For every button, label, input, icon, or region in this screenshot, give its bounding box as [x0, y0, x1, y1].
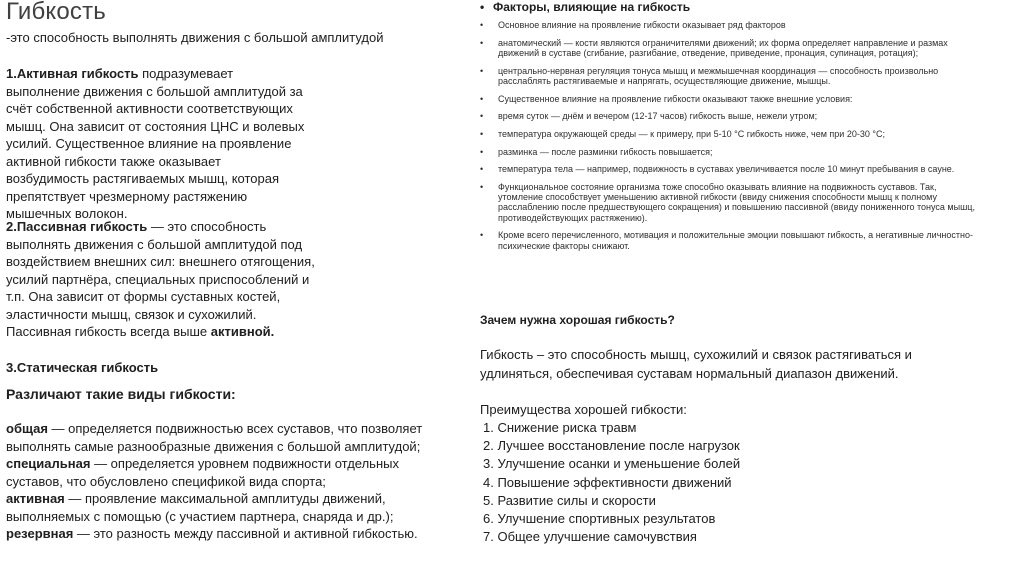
kind-term: общая [6, 421, 48, 436]
kinds-list [6, 420, 456, 543]
list-item [480, 147, 980, 157]
bullet-icon: • [480, 128, 484, 139]
factor-text: Кроме всего перечисленного, мотивация и положительные эмоции повышают гибкость, а негативные личностно-психические факторы снижают. [498, 230, 973, 251]
factor-text: анатомический — кости являются ограничителями движений; их форма определяет направление и размах движений в суставе (сгибание, разгибание, отведение, приведение, пронация, супинация, ротация); [498, 37, 948, 58]
factors-heading-row [480, 0, 980, 15]
factor-text: время суток — днём и вечером (12-17 часов) гибкость выше, нежели утром; [498, 111, 818, 122]
list-item [480, 38, 980, 58]
bullet-icon: • [480, 230, 484, 241]
active-flexibility-paragraph [6, 65, 306, 223]
list-item [480, 182, 980, 223]
kind-term: резервная [6, 526, 74, 541]
passive-flexibility-tail: активной. [210, 324, 275, 339]
active-flexibility-text: подразумевает выполнение движения с большой амплитудой за счёт собственной активности соответствующих мышц. Она зависит от состояния ЦНС и волевых усилий. Существенное влияние на проявление активной гибкости также оказывает возбудимость растягиваемых мышц, которая препятствует чрезмерному растяжению мышечных волокон. [6, 66, 305, 221]
why-text: Гибкость – это способность мышц, сухожилий и связок растягиваться и удлиняться, обеспечивая суставам нормальный диапазон движений. [480, 347, 912, 381]
list-item: 1. Снижение риска травм [483, 420, 637, 435]
list-item [6, 525, 456, 543]
factors-section [480, 0, 980, 258]
list-item [6, 455, 456, 490]
list-item [480, 94, 980, 104]
bullet-icon: • [480, 37, 484, 48]
list-item [480, 66, 980, 86]
list-item [480, 111, 980, 121]
passive-flexibility-text: — это способность выполнять движения с большой амплитудой под воздействием внешних сил: внешнего отягощения, усилий партнёра, специальных приспособлений и т.п. Она зависит от формы суставных костей, эластичности мышц, связок и сухожилий. Пассивная гибкость всегда выше [6, 219, 315, 339]
kind-text: — это разность между пассивной и активной гибкостью. [73, 526, 418, 541]
list-item: 4. Повышение эффективности движений [483, 474, 732, 490]
kind-text: — проявление максимальной амплитуды движений, выполняемых с помощью (с участием партнера, снаряда и др.); [6, 491, 394, 524]
factor-text: разминка — после разминки гибкость повышается; [498, 146, 713, 157]
list-item [480, 230, 980, 250]
list-item [480, 129, 980, 139]
list-item [480, 164, 980, 174]
kind-text: — определяется уровнем подвижности отдельных суставов, что обусловлено спецификой вида спорта; [6, 456, 399, 489]
factor-text: температура тела — например, подвижность в суставах увеличивается после 10 минут пребывания в сауне. [498, 164, 955, 175]
bullet-icon: • [480, 182, 484, 193]
factor-text: центрально-нервная регуляция тонуса мышц и межмышечная координация — способность произвольно расслаблять растягиваемые и напрягать, осуществляющие движение, мышцы. [498, 65, 939, 86]
bullet-icon: • [480, 146, 484, 157]
kind-term: активная [6, 491, 65, 506]
list-item: 3. Улучшение осанки и уменьшение болей [483, 456, 741, 472]
factors-heading: Факторы, влияющие на гибкость [493, 0, 691, 14]
bullet-icon: • [480, 65, 484, 76]
bullet-icon: • [480, 111, 484, 122]
list-item: 7. Общее улучшение самочувствия [483, 529, 697, 545]
passive-flexibility-label: 2.Пассивная гибкость [6, 219, 148, 234]
bullet-icon: • [480, 20, 484, 30]
list-item [6, 490, 456, 525]
page-subtitle: -это способность выполнять движения с большой амплитудой [6, 30, 384, 45]
passive-flexibility-paragraph [6, 218, 316, 341]
factor-text: Функциональное состояние организма тоже способно оказывать влияние на подвижность суставов. Так, утомление способствует уменьшению активной гибкости (ввиду снижения способности мышц к полному расслаблению после предшествующего сокращения) и повышению пассивной (ввиду пониженного тонуса мышц, противодействующих растяжению). [498, 182, 975, 223]
list-item: 2. Лучшее восстановление после нагрузок [483, 438, 740, 454]
kinds-heading: Различают такие виды гибкости: [6, 386, 236, 402]
list-item [480, 20, 980, 30]
factor-text: температура окружающей среды — к примеру, при 5-10 °С гибкость ниже, чем при 20-30 °С; [498, 128, 885, 139]
factor-text: Существенное влияние на проявление гибкости оказывают также внешние условия: [498, 93, 853, 104]
factors-list [480, 20, 980, 251]
bullet-icon: • [480, 164, 484, 175]
list-item [6, 420, 456, 455]
page-title: Гибкость [6, 0, 107, 25]
kind-text: — определяется подвижностью всех суставов, что позволяет выполнять самые разнообразные движения с большой амплитудой; [6, 421, 423, 454]
active-flexibility-label: 1.Активная гибкость [6, 66, 139, 81]
list-item: 6. Улучшение спортивных результатов [483, 511, 716, 527]
bullet-icon: • [480, 93, 484, 104]
kind-term: специальная [6, 456, 91, 471]
advantages-list [483, 419, 740, 546]
static-flexibility-label: 3.Статическая гибкость [6, 360, 159, 375]
bullet-icon: • [480, 0, 485, 14]
why-heading: Зачем нужна хорошая гибкость? [480, 313, 675, 327]
advantages-heading: Преимущества хорошей гибкости: [480, 402, 687, 417]
list-item: 5. Развитие силы и скорости [483, 492, 656, 508]
factor-text: Основное влияние на проявление гибкости оказывает ряд факторов [498, 20, 786, 30]
